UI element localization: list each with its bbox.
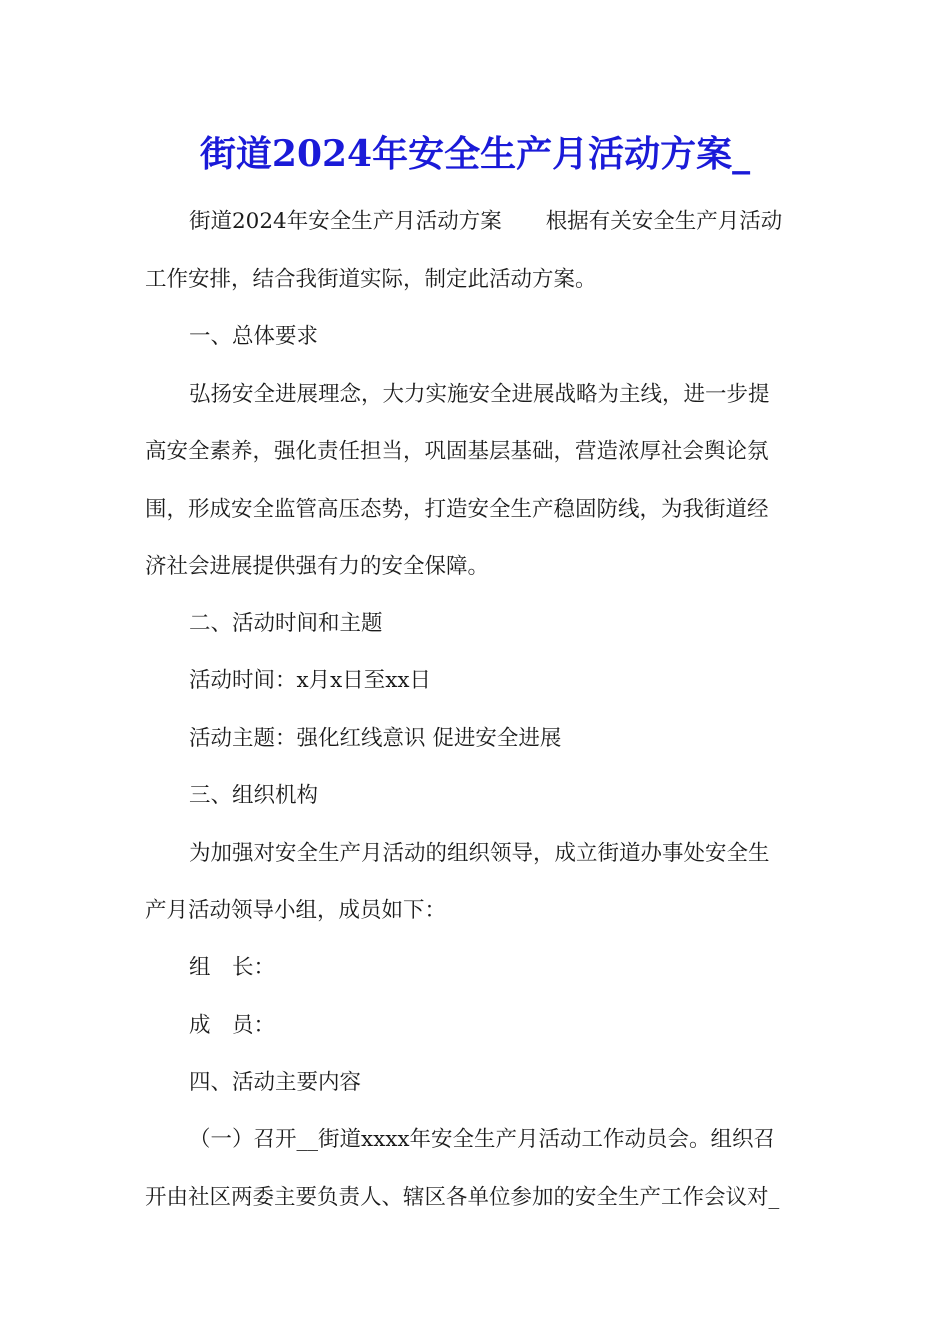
paragraph-line: （一）召开__街道xxxx年安全生产月活动工作动员会。组织召 [189,1127,776,1152]
paragraph-line: 围，形成安全监管高压态势，打造安全生产稳固防线，为我街道经 [145,497,769,522]
intro-text: 根据有关安全生产月活动 [545,209,783,234]
paragraph-line: 弘扬安全进展理念，大力实施安全进展战略为主线，进一步提 [189,382,770,407]
paragraph-line: 工作安排，结合我街道实际，制定此活动方案。 [145,267,597,292]
paragraph-line: 成 员： [189,1013,276,1038]
paragraph-line: 组 长： [189,955,276,980]
paragraph-line: 活动时间：x月x日至xx日 [189,668,432,693]
paragraph-line: 济社会进展提供强有力的安全保障。 [145,554,490,579]
paragraph-line: 为加强对安全生产月活动的组织领导，成立街道办事处安全生 [189,841,770,866]
paragraph-line [189,207,782,237]
paragraph-line: 产月活动领导小组，成员如下： [145,898,447,923]
section-heading: 一、总体要求 [189,324,319,349]
section-heading: 四、活动主要内容 [189,1070,362,1095]
section-heading: 三、组织机构 [189,783,319,808]
paragraph-line: 开由社区两委主要负责人、辖区各单位参加的安全生产工作会议对_ [145,1185,780,1210]
paragraph-line: 高安全素养，强化责任担当，巩固基层基础，营造浓厚社会舆论氛 [145,439,769,464]
document-title: 街道2024年安全生产月活动方案_ [199,133,751,175]
section-heading: 二、活动时间和主题 [189,611,383,636]
paragraph-line: 活动主题：强化红线意识 促进安全进展 [189,726,562,751]
intro-heading-text: 街道2024年安全生产月活动方案 [189,209,502,234]
